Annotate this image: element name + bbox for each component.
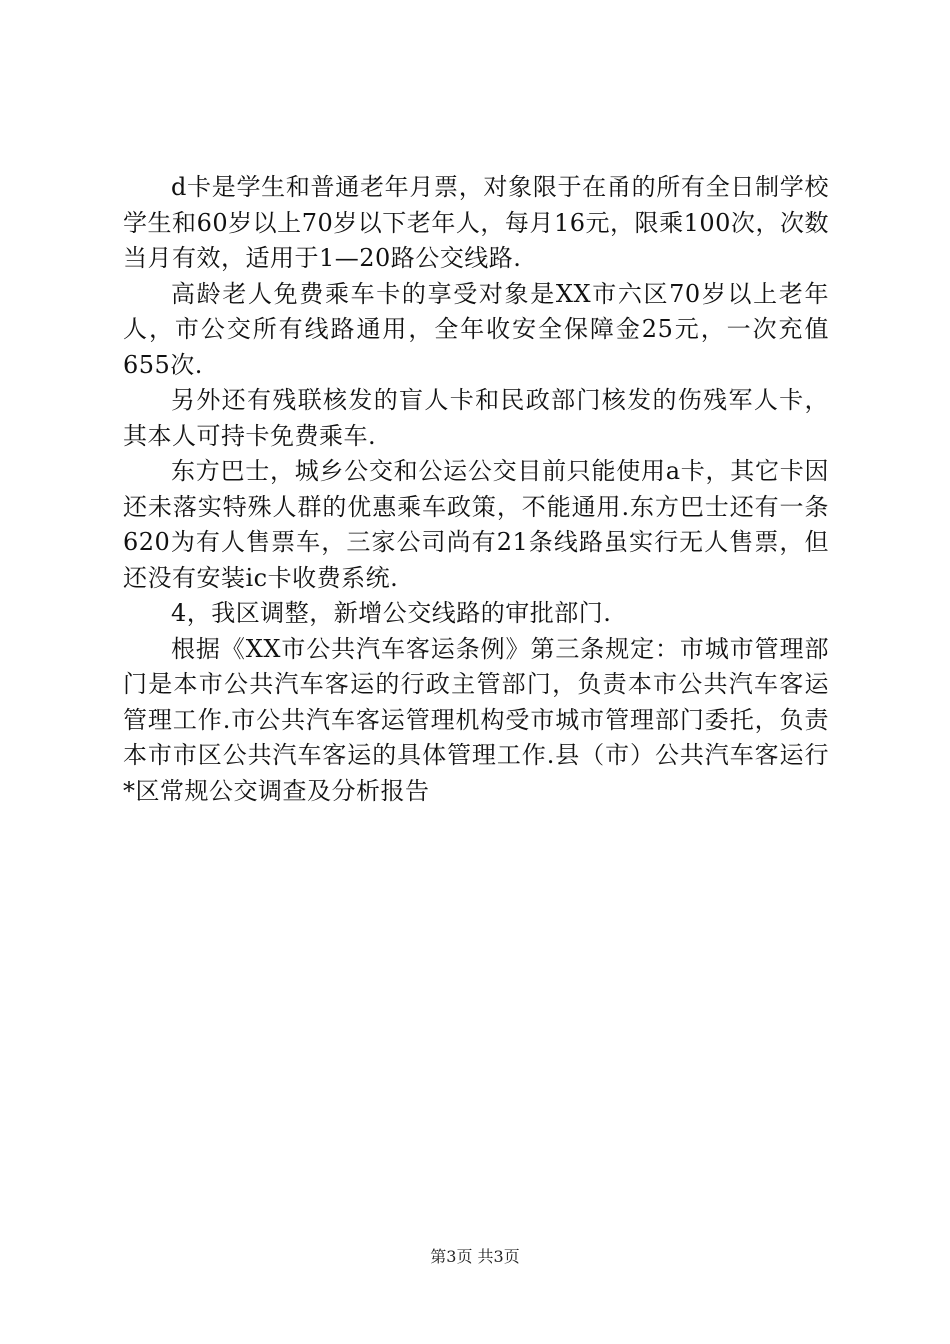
paragraph-eastern-bus: 东方巴士，城乡公交和公运公交目前只能使用a卡，其它卡因还未落实特殊人群的优惠乘车政策，不能通用.东方巴士还有一条620为有人售票车，三家公司尚有21条线路虽实行无人售票，但还没有安装ic卡收费系统.: [123, 457, 829, 592]
paragraph-disability-cards: 另外还有残联核发的盲人卡和民政部门核发的伤残军人卡，其本人可持卡免费乘车.: [123, 386, 829, 450]
paragraph-d-card: d卡是学生和普通老年月票，对象限于在甬的所有全日制学校学生和60岁以上70岁以下老年人，每月16元，限乘100次，次数当月有效，适用于1—20路公交线路.: [123, 173, 829, 272]
paragraph-section-4-heading: 4，我区调整，新增公交线路的审批部门.: [171, 599, 612, 627]
paragraph-senior-free-card: 高龄老人免费乘车卡的享受对象是XX市六区70岁以上老年人，市公交所有线路通用，全年收安全保障金25元，一次充值655次.: [123, 279, 829, 379]
page-footer: 第3页 共3页: [430, 1247, 520, 1266]
paragraph-regulation: 根据《XX市公共汽车客运条例》第三条规定：市城市管理部门是本市公共汽车客运的行政主管部门，负责本市公共汽车客运管理工作.市公共汽车客运管理机构受市城市管理部门委托，负责本市市区公共汽车客运的具体管理工作.县（市）公共汽车客运行*区常规公交调查及分析报告: [123, 634, 829, 805]
document-body: [123, 170, 829, 809]
